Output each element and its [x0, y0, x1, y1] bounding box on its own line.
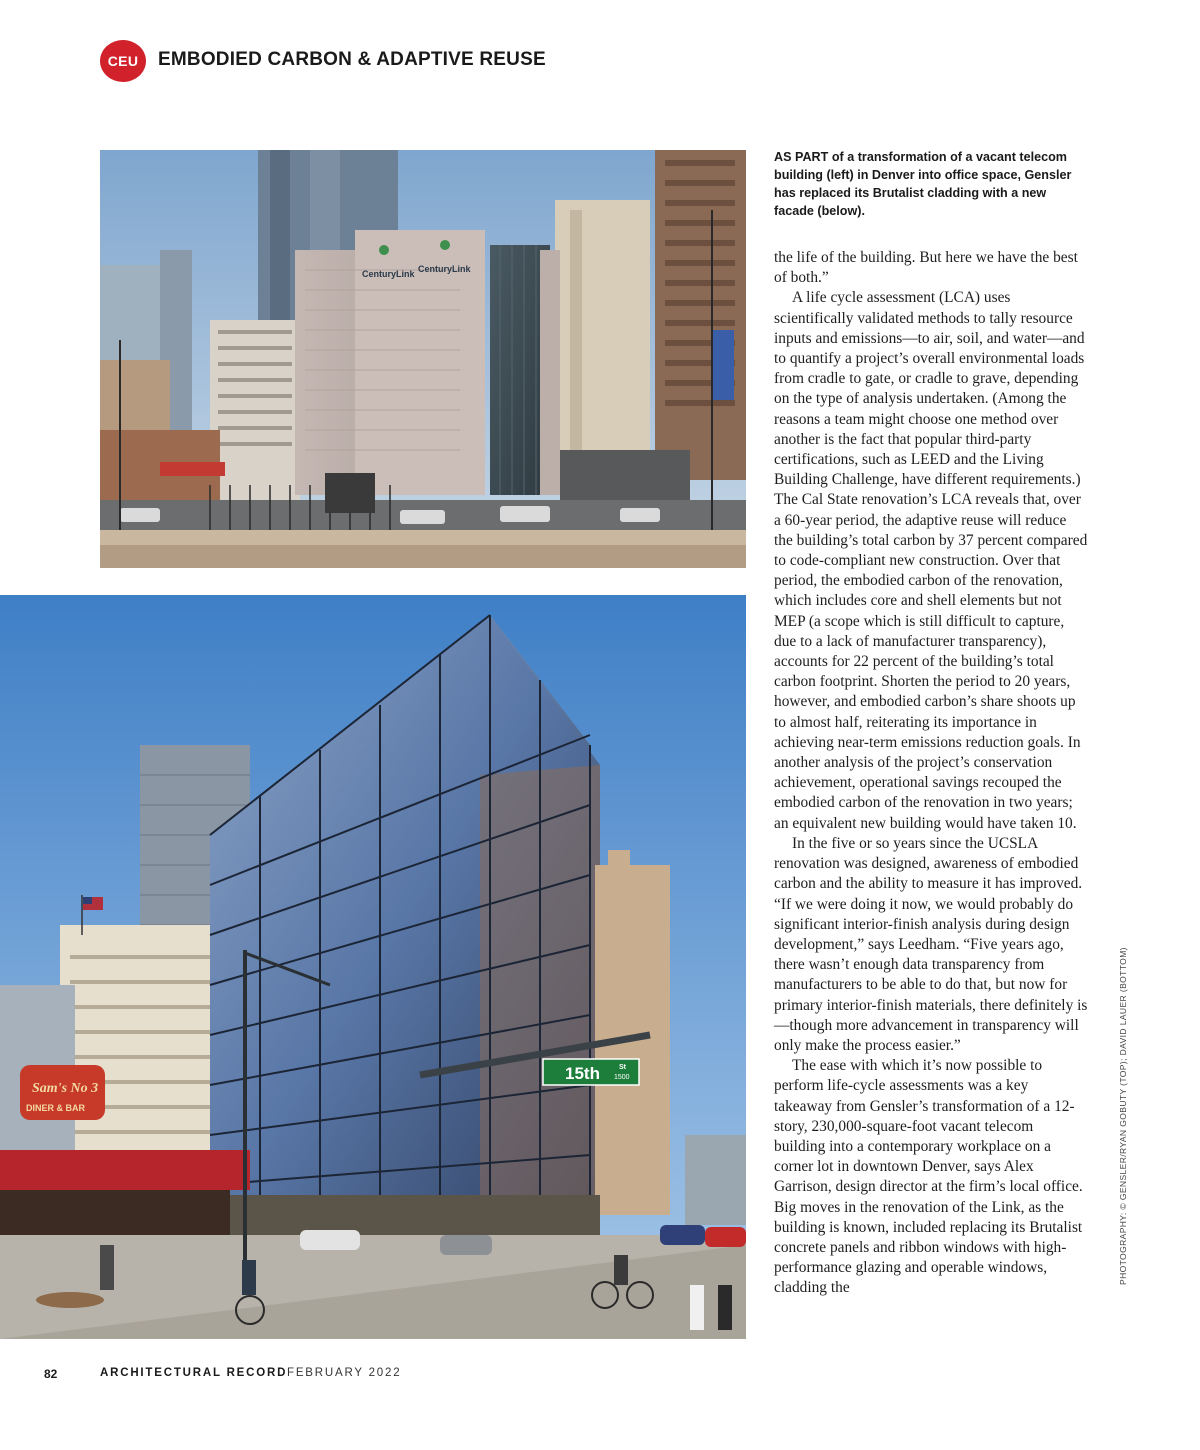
diner-sign: Sam's No 3 [32, 1081, 99, 1096]
article-paragraph: In the five or so years since the UCSLA renovation was designed, awareness of embodied carbon and the ability to measure it has improved. “If we were doing it now, we would probably do significant interior-finish analysis during design development,” says Leedham. “Five years ago, there wasn’t enough data transparency from manufacturers to be able to do that, but now for primary interior-finish materials, there definitely is—though more advancement in transparency will only make the process easier.” [774, 834, 1088, 1054]
diner-sub-sign: DINER & BAR [26, 1103, 86, 1113]
magazine-name: ARCHITECTURAL RECORD [100, 1367, 288, 1379]
street-sign-st: St [619, 1064, 626, 1071]
issue-date: FEBRUARY 2022 [287, 1367, 402, 1379]
ceu-badge: CEU [100, 40, 146, 82]
section-title: EMBODIED CARBON & ADAPTIVE REUSE [158, 49, 546, 70]
centurylink-sign-left: CenturyLink [362, 269, 415, 279]
article-body [774, 248, 1088, 1299]
photo-telecom-building-before [100, 150, 746, 568]
article-paragraph: A life cycle assessment (LCA) uses scientifically validated methods to tally resource inputs and emissions—to air, soil, and water—and to quantify a project’s overall environmental loads from cradle to gate, or cradle to grave, depending on the type of analysis undertaken. (Among the reasons a team might choose one method over another is the fact that popular third-party certifications, such as LEED and the Living Building Challenge, have different requirements.) The Cal State renovation’s LCA reveals that, over a 60-year period, the adaptive reuse will reduce the building’s total carbon by 37 percent compared to code-compliant new construction. Over that period, the embodied carbon of the renovation, which includes core and shell elements but not MEP (a scope which is still difficult to capture, due to a lack of manufacturer transparency), accounts for 22 percent of the building’s total carbon footprint. Shorten the period to 20 years, however, and embodied carbon’s share shoots up to almost half, reiterating its importance in achieving near-term emissions reduction goals. In another analysis of the project’s conservation achievement, operational savings recouped the embodied carbon of the renovation in two years; an equivalent new building would have taken 10. [774, 289, 1088, 832]
photo-credit: PHOTOGRAPHY: © GENSLER/RYAN GOBUTY (TOP); DAVID LAUER (BOTTOM) [1118, 947, 1128, 1285]
photo-caption [774, 148, 1074, 220]
street-sign-15th: 15th [565, 1064, 600, 1083]
street-sign-number: 1500 [614, 1074, 630, 1081]
article-paragraph: The ease with which it’s now possible to perform life-cycle assessments was a key takeaway from Gensler’s transformation of a 12-story, 230,000-square-foot vacant telecom building into a contemporary workplace on a corner lot in downtown Denver, says Alex Garrison, design director at the firm’s local office. Big moves in the renovation of the Link, as the building is known, included replacing its Brutalist concrete panels and ribbon windows with high-performance glazing and operable windows, cladding the [774, 1057, 1083, 1297]
caption-lead: AS PART [774, 150, 829, 164]
page-number: 82 [44, 1367, 58, 1381]
caption-text: of a transformation of a vacant telecom building (left) in Denver into office space, Gensler has replaced its Brutalist cladding with a new facade (below). [774, 150, 1072, 218]
photo-glass-facade-after [0, 595, 746, 1339]
article-paragraph: the life of the building. But here we have the best of both.” [774, 249, 1078, 287]
centurylink-sign-right: CenturyLink [418, 264, 471, 274]
